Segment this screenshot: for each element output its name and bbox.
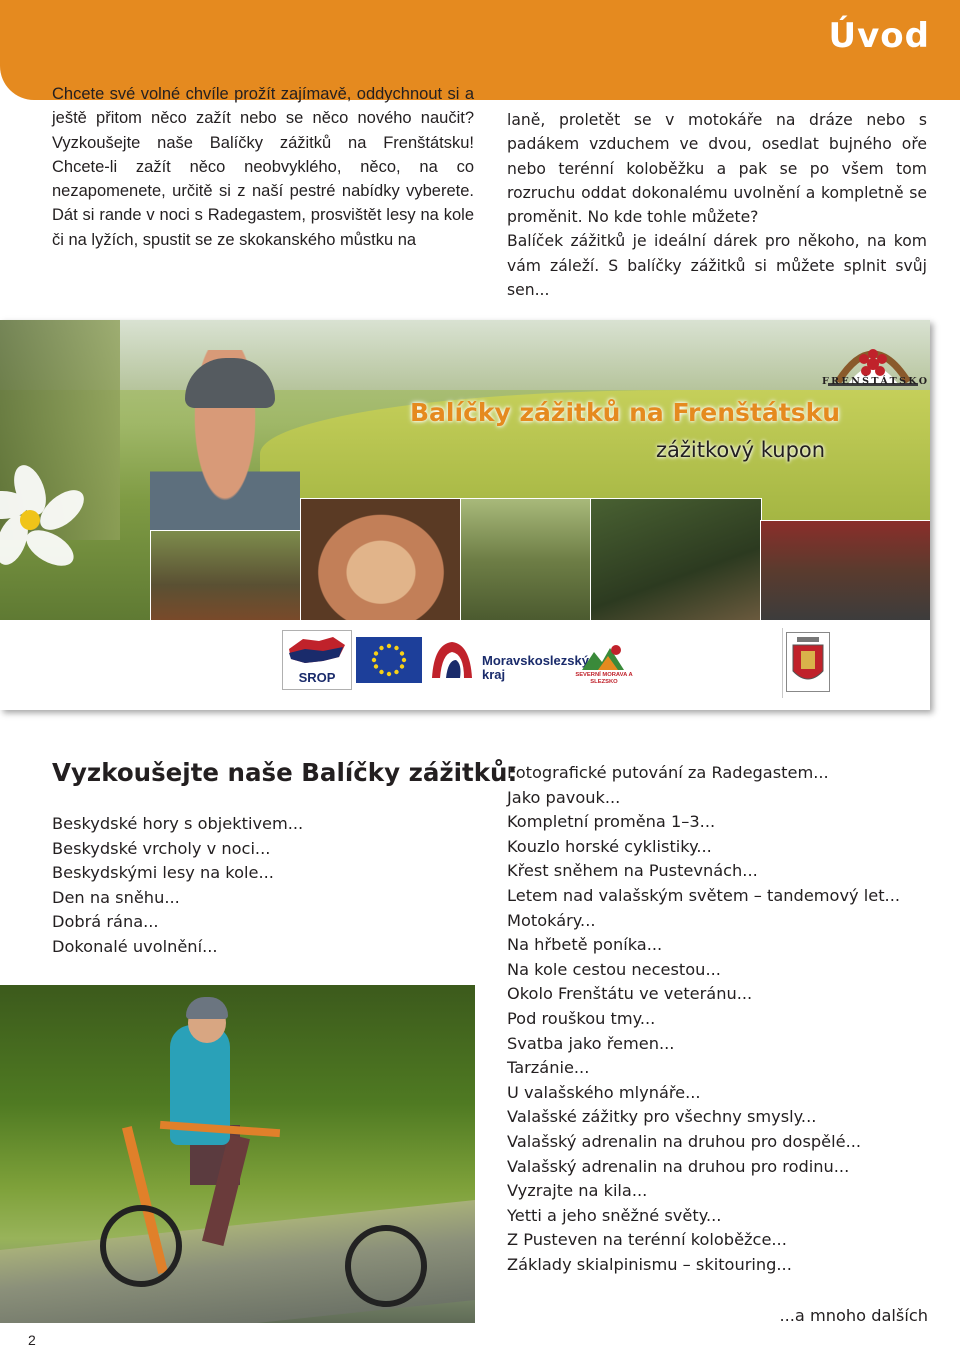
srop-label: SROP	[298, 670, 336, 685]
list-item: Na kole cestou necestou...	[507, 959, 721, 979]
grain-hands-photo	[300, 498, 462, 620]
list-item: Valašský adrenalin na druhou pro rodinu...	[507, 1156, 850, 1176]
list-item: Svatba jako řemen...	[507, 1033, 675, 1053]
list-item: Dokonalé uvolnění...	[52, 936, 218, 956]
list-item: Základy skialpinismu – skitouring...	[507, 1254, 792, 1274]
list-item: Na hřbetě poníka...	[507, 935, 663, 955]
list-item: Motokáry...	[507, 910, 596, 930]
packages-list-left	[52, 812, 303, 960]
front-wheel	[100, 1205, 182, 1287]
city-crest-icon	[786, 632, 830, 692]
horse-riding-photo	[150, 530, 312, 620]
list-item: Valašské zážitky pro všechny smysly...	[507, 1107, 817, 1127]
srop-logo	[282, 630, 352, 690]
packages-list-right	[507, 761, 900, 1277]
mountain-bike-photo	[590, 498, 762, 620]
cyclist-photo	[460, 498, 592, 620]
rider-helmet	[186, 997, 228, 1019]
tourism-label: SEVERNÍ MORAVA A SLEZSKO	[575, 672, 633, 685]
list-item: Kouzlo horské cyklistiky...	[507, 836, 712, 856]
veteran-car-photo	[760, 520, 930, 620]
rear-wheel	[345, 1225, 427, 1307]
logo-divider	[782, 628, 783, 698]
region-label: Moravskoslezský kraj	[482, 653, 589, 682]
list-item: Pod rouškou tmy...	[507, 1008, 656, 1028]
list-item: Vyzrajte na kila...	[507, 1181, 648, 1201]
list-item: Fotografické putování za Radegastem...	[507, 763, 829, 782]
czech-map-icon	[283, 631, 351, 671]
list-item: Dobrá rána...	[52, 912, 159, 932]
list-item: Beskydské hory s objektivem...	[52, 814, 304, 833]
intro-right-column	[507, 108, 927, 302]
intro-paragraph-2: laně, proletět se v motokáře na dráze nebo s padákem vzduchem ve dvou, osedlat bujného oře nebo terénní koloběžku a pak se po všem tom rozruchu oddat dokonalému uvolnění a kompletně se proměnit. No kde tohle můžete?	[507, 111, 927, 227]
page-title: Úvod	[828, 16, 930, 56]
list-item: Den na sněhu...	[52, 887, 180, 907]
scooter-rider-photo	[0, 985, 475, 1323]
intro-paragraph-1: Chcete své volné chvíle prožít zajímavě, oddychnout si a ještě přitom něco zažít nebo se něco nového naučit? Vyzkoušejte naše Balíčky zážitků na Frenštátsku! Chcete-li zažít něco neobvyklého, něco, na co nezapomenete, určitě si z naší pestré nabídky vyberete. Dát si rande v noci s Radegastem, prosvištět lesy na kole či na lyžích, spustit se ze skokanského můstku na	[52, 85, 474, 249]
moravskoslezsky-kraj-logo-icon	[428, 638, 476, 684]
list-item: U valašského mlynáře...	[507, 1082, 701, 1102]
eu-flag-icon	[356, 637, 422, 683]
packages-heading: Vyzkoušejte naše Balíčky zážitků:	[52, 758, 518, 787]
list-item: Křest sněhem na Pustevnách...	[507, 861, 758, 881]
intro-paragraph-3: Balíček zážitků je ideální dárek pro někoho, na kom vám záleží. S balíčky zážitků si můžete splnit svůj sen...	[507, 232, 927, 300]
brand-name: FRENŠTÁTSKO	[822, 376, 930, 387]
more-packages-note: ...a mnoho dalších	[779, 1306, 928, 1325]
list-item: Letem nad valašským světem – tandemový let...	[507, 885, 900, 905]
list-item: Beskydskými lesy na kole...	[52, 863, 274, 883]
sky-area	[0, 320, 930, 390]
page-number: 2	[28, 1332, 36, 1348]
banner-title: Balíčky zážitků na Frenštátsku	[410, 398, 841, 427]
intro-left-column	[52, 82, 474, 252]
list-item: Yetti a jeho sněžné světy...	[507, 1205, 722, 1225]
list-item: Tarzánie...	[507, 1058, 590, 1078]
flower-icon	[0, 460, 90, 580]
list-item: Z Pusteven na terénní koloběžce...	[507, 1230, 787, 1250]
banner-subtitle: zážitkový kupon	[656, 438, 826, 462]
list-item: Valašský adrenalin na druhou pro dospělé...	[507, 1131, 862, 1151]
banner-photo-collage	[0, 320, 930, 620]
list-item: Kompletní proměna 1–3...	[507, 812, 716, 832]
list-item: Beskydské vrcholy v noci...	[52, 838, 271, 858]
list-item: Okolo Frenštátu ve veteránu...	[507, 984, 753, 1004]
coupon-banner	[0, 320, 930, 710]
list-item: Jako pavouk...	[507, 787, 621, 807]
